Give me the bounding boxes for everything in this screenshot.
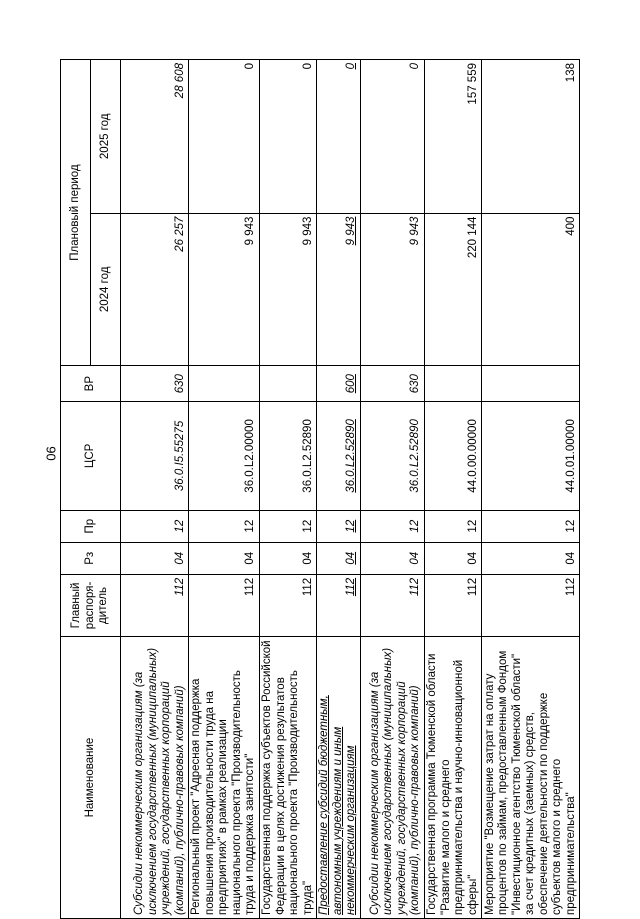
table-row	[121, 60, 189, 919]
row-2025: 0	[259, 60, 316, 214]
row-2024: 9 943	[317, 213, 361, 366]
header-name: Наименование	[61, 637, 121, 919]
row-2024: 26 257	[121, 213, 189, 366]
row-rz: 04	[360, 542, 424, 574]
row-name: Субсидии некоммерческим организациям (за исключением государственных (муниципальных) учреждений, государственных корпораций (компаний), публично-правовых компаний)	[121, 637, 189, 919]
row-name: Государственная поддержка субъектов Российской Федерации в целях достижения результатов национального проекта "Производительность труда"	[259, 637, 316, 919]
page-number: 90	[43, 446, 59, 461]
row-csr: 44.0.00.00000	[424, 402, 481, 510]
row-pr: 12	[259, 510, 316, 542]
row-2025: 0	[189, 60, 260, 214]
row-vr	[482, 366, 580, 402]
header-vr: ВР	[61, 366, 121, 402]
row-vr	[259, 366, 316, 402]
row-vr	[189, 366, 260, 402]
header-year-2025: 2025 год	[91, 60, 121, 214]
header-rz: Рз	[61, 542, 121, 574]
budget-table-rotated	[60, 59, 580, 919]
row-vr	[424, 366, 481, 402]
row-vr: 600	[317, 366, 361, 402]
row-csr: 36.0.L2.52890	[317, 402, 361, 510]
row-pr: 12	[360, 510, 424, 542]
table-row	[189, 60, 260, 919]
row-name: Мероприятие "Возмещение затрат на оплату процентов по займам, предоставленным Фондом "Инвестиционное агентство Тюменской области" за счет кредитных (заемных) средств, обеспечение деятельности по поддержке субъектов малого и среднего предпринимательства"	[482, 637, 580, 919]
row-csr: 44.0.01.00000	[482, 402, 580, 510]
row-2025: 157 559	[424, 60, 481, 214]
row-vr: 630	[121, 366, 189, 402]
row-csr: 36.0.L2.52890	[259, 402, 316, 510]
row-glav: 112	[360, 574, 424, 636]
row-glav: 112	[121, 574, 189, 636]
row-rz: 04	[259, 542, 316, 574]
row-csr: 36.0.I5.55275	[121, 402, 189, 510]
row-vr: 630	[360, 366, 424, 402]
row-pr: 12	[424, 510, 481, 542]
row-name: Государственная программа Тюменской области "Развитие малого и среднего предпринимательства и научно-инновационной сферы"	[424, 637, 481, 919]
row-2025: 0	[360, 60, 424, 214]
row-glav: 112	[482, 574, 580, 636]
row-2024: 9 943	[259, 213, 316, 366]
header-csr: ЦСР	[61, 402, 121, 510]
row-pr: 12	[189, 510, 260, 542]
row-2025: 28 608	[121, 60, 189, 214]
row-rz: 04	[482, 542, 580, 574]
row-glav: 112	[424, 574, 481, 636]
row-2025: 138	[482, 60, 580, 214]
row-pr: 12	[482, 510, 580, 542]
row-rz: 04	[121, 542, 189, 574]
budget-table	[60, 59, 580, 919]
row-pr: 12	[317, 510, 361, 542]
row-glav: 112	[189, 574, 260, 636]
row-glav: 112	[317, 574, 361, 636]
row-rz: 04	[189, 542, 260, 574]
row-name: Предоставление субсидий бюджетным, автономным учреждениям и иным некоммерческим организациям	[317, 637, 361, 919]
table-row	[482, 60, 580, 919]
row-rz: 04	[424, 542, 481, 574]
row-2024: 9 943	[189, 213, 260, 366]
row-2024: 400	[482, 213, 580, 366]
row-csr: 36.0.L2.00000	[189, 402, 260, 510]
table-row	[424, 60, 481, 919]
header-planned-period: Плановый период	[61, 60, 91, 366]
row-csr: 36.0.L2.52890	[360, 402, 424, 510]
table-row	[360, 60, 424, 919]
row-rz: 04	[317, 542, 361, 574]
header-year-2024: 2024 год	[91, 213, 121, 366]
header-pr: Пр	[61, 510, 121, 542]
row-name: Региональный проект "Адресная поддержка повышения производительности труда на предприятиях" в рамках реализации национального проекта "Производительность труда и поддержка занятости"	[189, 637, 260, 919]
row-2024: 9 943	[360, 213, 424, 366]
row-name: Субсидии некоммерческим организациям (за исключением государственных (муниципальных) учреждений, государственных корпораций (компаний), публично-правовых компаний)	[360, 637, 424, 919]
row-pr: 12	[121, 510, 189, 542]
table-row	[259, 60, 316, 919]
row-glav: 112	[259, 574, 316, 636]
header-glav: Главный распоря-дитель	[61, 574, 121, 636]
row-2024: 220 144	[424, 213, 481, 366]
table-row	[317, 60, 361, 919]
row-2025: 0	[317, 60, 361, 214]
